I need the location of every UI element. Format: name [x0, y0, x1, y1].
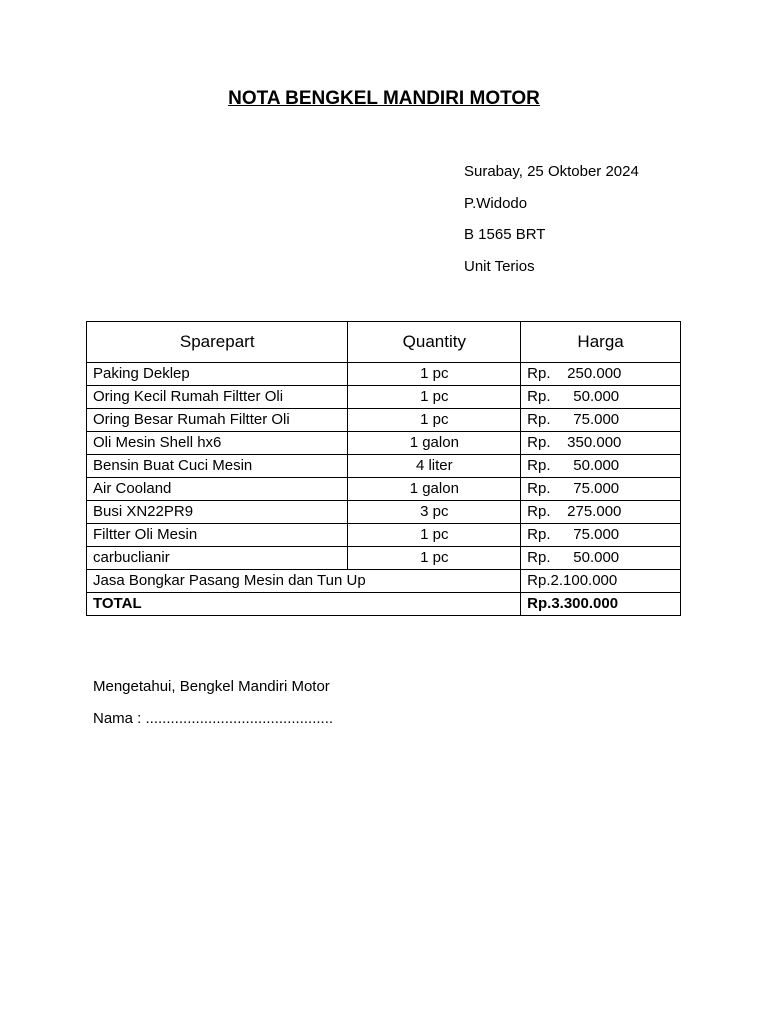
price-amount: 250.000: [567, 365, 622, 382]
item-quantity: 1 pc: [348, 547, 521, 570]
table-row: [87, 547, 681, 570]
name-line: Nama : .............................................: [93, 709, 334, 727]
service-price: Rp.2.100.000: [521, 570, 681, 593]
item-quantity: 1 pc: [348, 363, 521, 386]
currency-label: Rp.: [527, 411, 551, 428]
currency-label: Rp.: [527, 480, 551, 497]
item-quantity: 1 pc: [348, 409, 521, 432]
currency-label: Rp.: [527, 549, 551, 566]
item-name: Air Cooland: [87, 478, 348, 501]
currency-label: Rp.: [527, 526, 551, 543]
item-quantity: 1 galon: [348, 478, 521, 501]
table-row: [87, 455, 681, 478]
total-label: TOTAL: [87, 593, 521, 616]
service-name: Jasa Bongkar Pasang Mesin dan Tun Up: [87, 570, 521, 593]
currency-label: Rp.: [527, 434, 551, 451]
price-amount: 50.000: [573, 388, 620, 405]
item-price: [521, 386, 681, 409]
header-quantity: Quantity: [348, 322, 521, 363]
table-row: [87, 501, 681, 524]
license-plate: B 1565 BRT: [464, 226, 546, 243]
table-row: [87, 432, 681, 455]
item-quantity: 3 pc: [348, 501, 521, 524]
item-price: [521, 478, 681, 501]
item-name: Busi XN22PR9: [87, 501, 348, 524]
price-amount: 75.000: [573, 480, 620, 497]
service-row: [87, 570, 681, 593]
item-price: [521, 524, 681, 547]
item-price: [521, 432, 681, 455]
signature-section: [93, 677, 333, 740]
table-header-row: [87, 322, 681, 363]
invoice-table: [86, 321, 681, 616]
price-amount: 275.000: [567, 503, 622, 520]
page-title: NOTA BENGKEL MANDIRI MOTOR: [228, 88, 540, 109]
item-price: [521, 547, 681, 570]
total-row: [87, 593, 681, 616]
price-amount: 75.000: [573, 411, 620, 428]
table-row: [87, 478, 681, 501]
total-price: Rp.3.300.000: [521, 593, 681, 616]
item-name: Oring Besar Rumah Filtter Oli: [87, 409, 348, 432]
item-price: [521, 455, 681, 478]
header-harga: Harga: [521, 322, 681, 363]
item-name: Paking Deklep: [87, 363, 348, 386]
currency-label: Rp.: [527, 365, 551, 382]
item-quantity: 4 liter: [348, 455, 521, 478]
price-amount: 75.000: [573, 526, 620, 543]
date-line: Surabay, 25 Oktober 2024: [464, 163, 639, 180]
header-sparepart: Sparepart: [87, 322, 348, 363]
table-row: [87, 386, 681, 409]
acknowledged-line: Mengetahui, Bengkel Mandiri Motor: [93, 678, 330, 695]
price-amount: 350.000: [567, 434, 622, 451]
table-row: [87, 409, 681, 432]
item-name: Filtter Oli Mesin: [87, 524, 348, 547]
item-name: Oli Mesin Shell hx6: [87, 432, 348, 455]
customer-info: [464, 162, 639, 288]
currency-label: Rp.: [527, 503, 551, 520]
table-row: [87, 524, 681, 547]
item-quantity: 1 galon: [348, 432, 521, 455]
price-amount: 50.000: [573, 457, 620, 474]
currency-label: Rp.: [527, 457, 551, 474]
item-quantity: 1 pc: [348, 386, 521, 409]
item-price: [521, 363, 681, 386]
item-name: carbuclianir: [87, 547, 348, 570]
item-quantity: 1 pc: [348, 524, 521, 547]
price-amount: 50.000: [573, 549, 620, 566]
item-name: Oring Kecil Rumah Filtter Oli: [87, 386, 348, 409]
vehicle-unit: Unit Terios: [464, 257, 535, 275]
table-row: [87, 363, 681, 386]
currency-label: Rp.: [527, 388, 551, 405]
customer-name: P.Widodo: [464, 194, 528, 212]
item-price: [521, 501, 681, 524]
item-price: [521, 409, 681, 432]
item-name: Bensin Buat Cuci Mesin: [87, 455, 348, 478]
